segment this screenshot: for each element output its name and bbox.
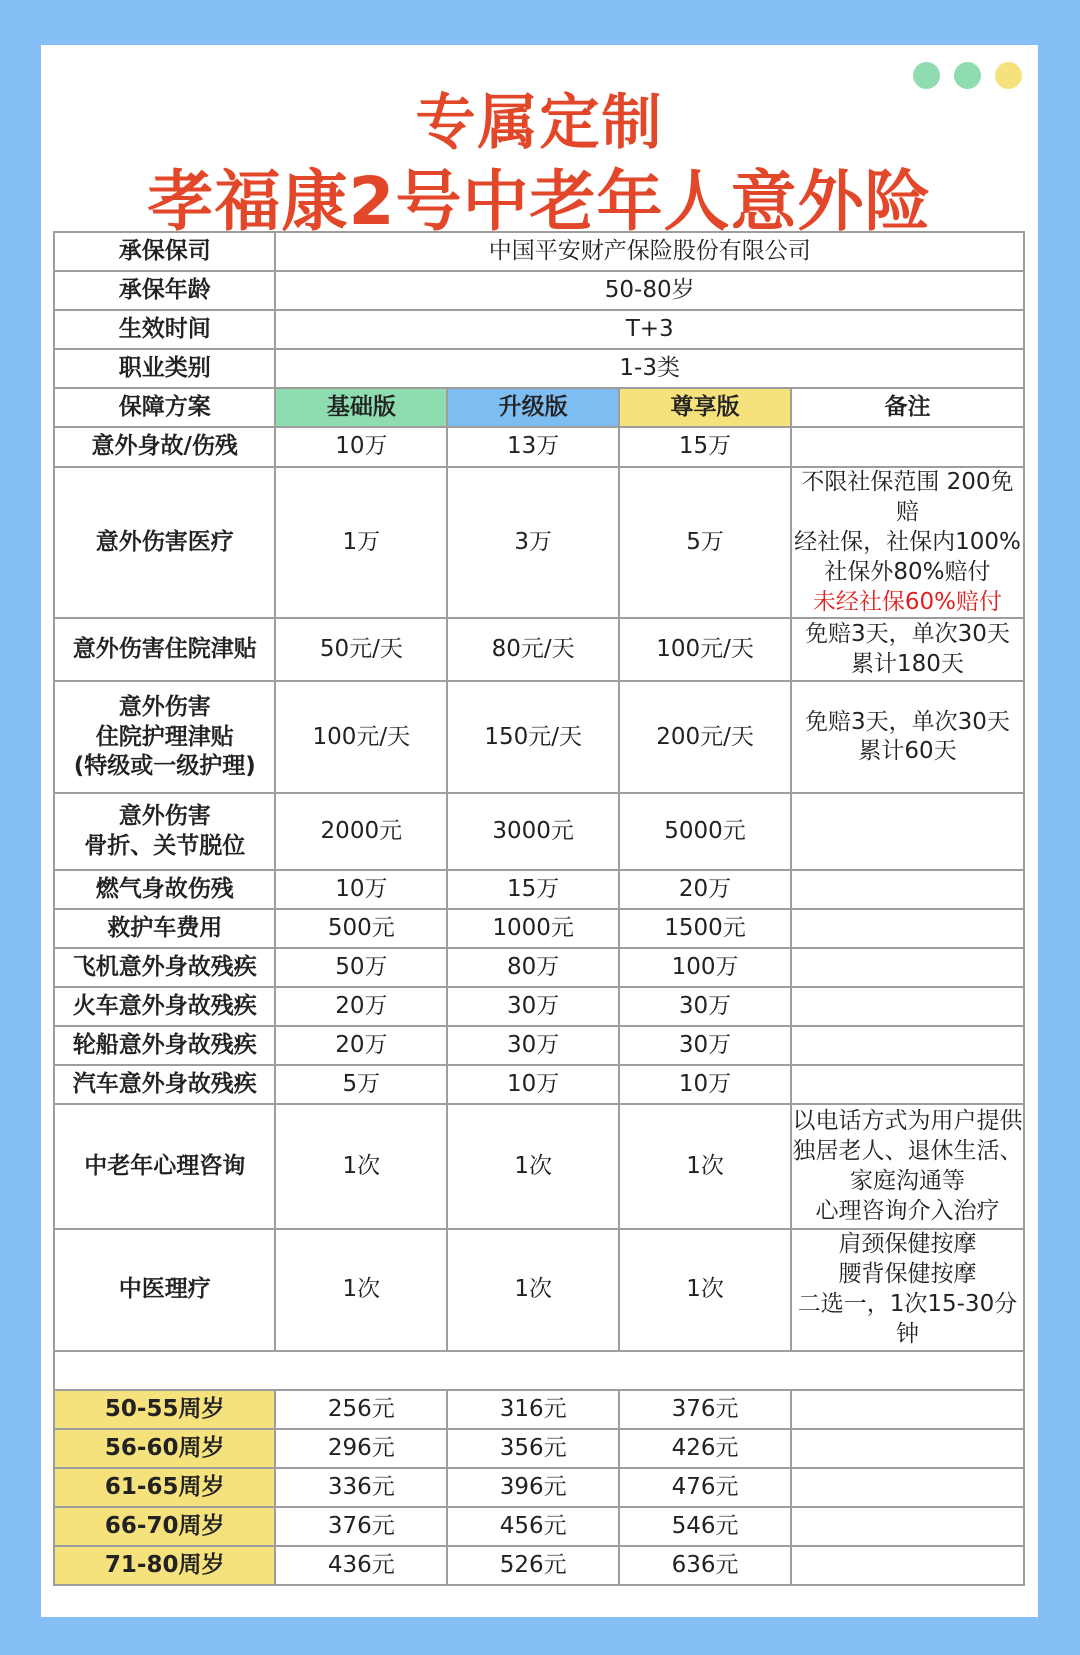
coverage-value: 30万 — [447, 987, 619, 1026]
coverage-value: 1次 — [275, 1104, 447, 1229]
coverage-note — [791, 427, 1024, 467]
coverage-value: 1万 — [275, 467, 447, 618]
coverage-row — [54, 427, 1024, 467]
coverage-value: 1次 — [619, 1104, 791, 1229]
text-line: 不限社保范围 200免赔 — [801, 469, 1014, 525]
text-line: 累计60天 — [858, 738, 957, 765]
age-band: 71-80周岁 — [54, 1546, 275, 1585]
text-line: 免赔3天，单次30天 — [805, 621, 1010, 648]
title-line-2: 孝福康2号中老年人意外险 — [147, 163, 932, 240]
price-value: 546元 — [619, 1507, 791, 1546]
coverage-label — [54, 427, 275, 467]
text-line: 救护车费用 — [107, 915, 223, 941]
row-label: 承保年龄 — [54, 271, 275, 310]
price-value: 336元 — [275, 1468, 447, 1507]
coverage-value: 1500元 — [619, 909, 791, 948]
row-label: 生效时间 — [54, 310, 275, 349]
header-label: 保障方案 — [54, 388, 275, 427]
price-value: 376元 — [275, 1507, 447, 1546]
price-value: 426元 — [619, 1429, 791, 1468]
price-note — [791, 1546, 1024, 1585]
price-value: 436元 — [275, 1546, 447, 1585]
coverage-value: 10万 — [619, 1065, 791, 1104]
coverage-value: 30万 — [447, 1026, 619, 1065]
coverage-note — [791, 467, 1024, 618]
coverage-label — [54, 618, 275, 681]
coverage-label — [54, 948, 275, 987]
price-note — [791, 1390, 1024, 1429]
text-line: 轮船意外身故残疾 — [72, 1032, 257, 1058]
text-line: 意外伤害医疗 — [95, 528, 234, 555]
info-value: 1-3类 — [275, 349, 1024, 388]
coverage-value: 50元/天 — [275, 618, 447, 681]
coverage-value: 1次 — [447, 1104, 619, 1229]
coverage-note — [791, 1229, 1024, 1351]
coverage-note — [791, 909, 1024, 948]
coverage-value: 15万 — [447, 870, 619, 909]
coverage-row — [54, 793, 1024, 870]
coverage-value: 5万 — [275, 1065, 447, 1104]
coverage-value: 20万 — [275, 1026, 447, 1065]
coverage-value: 150元/天 — [447, 681, 619, 793]
title-line-1: 专属定制 — [415, 88, 664, 158]
text-line: 汽车意外身故残疾 — [72, 1071, 257, 1097]
coverage-value: 80万 — [447, 948, 619, 987]
text-line: (特级或一级护理) — [73, 753, 256, 780]
coverage-note — [791, 793, 1024, 870]
coverage-label — [54, 1104, 275, 1229]
text-line: 飞机意外身故残疾 — [72, 954, 257, 980]
coverage-row — [54, 618, 1024, 681]
coverage-value: 10万 — [275, 870, 447, 909]
coverage-label — [54, 1026, 275, 1065]
coverage-row — [54, 1065, 1024, 1104]
coverage-label — [54, 793, 275, 870]
price-value: 636元 — [619, 1546, 791, 1585]
coverage-row — [54, 681, 1024, 793]
price-value: 396元 — [447, 1468, 619, 1507]
coverage-note — [791, 1065, 1024, 1104]
info-value: T+3 — [275, 310, 1024, 349]
coverage-row — [54, 870, 1024, 909]
coverage-label — [54, 870, 275, 909]
coverage-row — [54, 987, 1024, 1026]
coverage-value: 1次 — [447, 1229, 619, 1351]
info-value: 中国平安财产保险股份有限公司 — [275, 232, 1024, 271]
text-line: 意外伤害 — [118, 693, 211, 720]
coverage-row — [54, 948, 1024, 987]
coverage-value: 10万 — [447, 1065, 619, 1104]
text-line: 腰背保健按摩 — [838, 1261, 977, 1288]
info-row — [54, 349, 1024, 388]
text-line: 意外身故/伤残 — [91, 433, 238, 460]
text-line: 肩颈保健按摩 — [838, 1231, 977, 1258]
coverage-value: 10万 — [275, 427, 447, 467]
text-line: 骨折、关节脱位 — [84, 832, 246, 859]
coverage-row — [54, 1104, 1024, 1229]
coverage-value: 30万 — [619, 1026, 791, 1065]
text-line: 独居老人、退休生活、 — [792, 1138, 1023, 1165]
coverage-value: 100元/天 — [619, 618, 791, 681]
coverage-label — [54, 1065, 275, 1104]
coverage-value: 15万 — [619, 427, 791, 467]
header-note: 备注 — [791, 388, 1024, 427]
header-premium: 尊享版 — [619, 388, 791, 427]
coverage-value: 80元/天 — [447, 618, 619, 681]
coverage-value: 200元/天 — [619, 681, 791, 793]
plan-header-row — [54, 388, 1024, 427]
info-row — [54, 232, 1024, 271]
text-line: 中老年心理咨询 — [84, 1153, 246, 1179]
price-value: 476元 — [619, 1468, 791, 1507]
info-value: 50-80岁 — [275, 271, 1024, 310]
price-note — [791, 1468, 1024, 1507]
coverage-value: 1000元 — [447, 909, 619, 948]
coverage-value: 1次 — [619, 1229, 791, 1351]
price-row — [54, 1468, 1024, 1507]
coverage-label — [54, 909, 275, 948]
price-row — [54, 1507, 1024, 1546]
text-line: 以电话方式为用户提供 — [792, 1108, 1023, 1135]
text-line: 中医理疗 — [118, 1276, 211, 1303]
coverage-row — [54, 1026, 1024, 1065]
price-value: 526元 — [447, 1546, 619, 1585]
coverage-label — [54, 681, 275, 793]
coverage-value: 5000元 — [619, 793, 791, 870]
coverage-note — [791, 681, 1024, 793]
coverage-value: 500元 — [275, 909, 447, 948]
text-line: 二选一，1次15-30分钟 — [797, 1291, 1018, 1348]
price-value: 356元 — [447, 1429, 619, 1468]
price-row — [54, 1429, 1024, 1468]
row-label: 职业类别 — [54, 349, 275, 388]
price-value: 296元 — [275, 1429, 447, 1468]
text-line: 意外伤害 — [118, 803, 211, 830]
coverage-row — [54, 467, 1024, 618]
coverage-label — [54, 1229, 275, 1351]
coverage-value: 5万 — [619, 467, 791, 618]
info-row — [54, 271, 1024, 310]
age-band: 66-70周岁 — [54, 1507, 275, 1546]
price-note — [791, 1507, 1024, 1546]
age-band: 56-60周岁 — [54, 1429, 275, 1468]
coverage-value: 13万 — [447, 427, 619, 467]
coverage-label — [54, 467, 275, 618]
age-band: 50-55周岁 — [54, 1390, 275, 1429]
coverage-value: 3万 — [447, 467, 619, 618]
coverage-note — [791, 987, 1024, 1026]
info-row — [54, 310, 1024, 349]
coverage-value: 100万 — [619, 948, 791, 987]
text-line: 意外伤害住院津贴 — [72, 636, 257, 662]
price-row — [54, 1546, 1024, 1585]
text-line: 经社保，社保内100% — [794, 528, 1021, 555]
coverage-label — [54, 987, 275, 1026]
coverage-row — [54, 1229, 1024, 1351]
header-basic: 基础版 — [275, 388, 447, 427]
coverage-value: 1次 — [275, 1229, 447, 1351]
coverage-note — [791, 618, 1024, 681]
text-line: 家庭沟通等 — [849, 1167, 965, 1194]
price-value: 256元 — [275, 1390, 447, 1429]
text-line: 累计180天 — [851, 650, 964, 677]
row-label: 承保保司 — [54, 232, 275, 271]
poster-card — [41, 45, 1038, 1617]
price-value: 456元 — [447, 1507, 619, 1546]
text-line: 心理咨询介入治疗 — [815, 1197, 1000, 1224]
price-value: 376元 — [619, 1390, 791, 1429]
age-band: 61-65周岁 — [54, 1468, 275, 1507]
coverage-note — [791, 1026, 1024, 1065]
price-note — [791, 1429, 1024, 1468]
note-highlight: 未经社保60%赔付 — [812, 588, 1003, 615]
coverage-row — [54, 909, 1024, 948]
spacer-cell — [54, 1351, 1024, 1390]
price-value: 316元 — [447, 1390, 619, 1429]
coverage-value: 2000元 — [275, 793, 447, 870]
text-line: 免赔3天，单次30天 — [805, 708, 1010, 735]
coverage-value: 30万 — [619, 987, 791, 1026]
text-line: 社保外80%赔付 — [824, 558, 991, 585]
plan-table — [53, 231, 1025, 1586]
coverage-note — [791, 1104, 1024, 1229]
text-line: 燃气身故伤残 — [95, 876, 234, 902]
price-row — [54, 1390, 1024, 1429]
coverage-value: 20万 — [619, 870, 791, 909]
coverage-note — [791, 948, 1024, 987]
coverage-value: 100元/天 — [275, 681, 447, 793]
coverage-note — [791, 870, 1024, 909]
coverage-value: 3000元 — [447, 793, 619, 870]
coverage-value: 50万 — [275, 948, 447, 987]
coverage-value: 20万 — [275, 987, 447, 1026]
spacer-row — [54, 1351, 1024, 1390]
header-upgrade: 升级版 — [447, 388, 619, 427]
text-line: 住院护理津贴 — [95, 723, 234, 750]
text-line: 火车意外身故残疾 — [72, 993, 257, 1019]
